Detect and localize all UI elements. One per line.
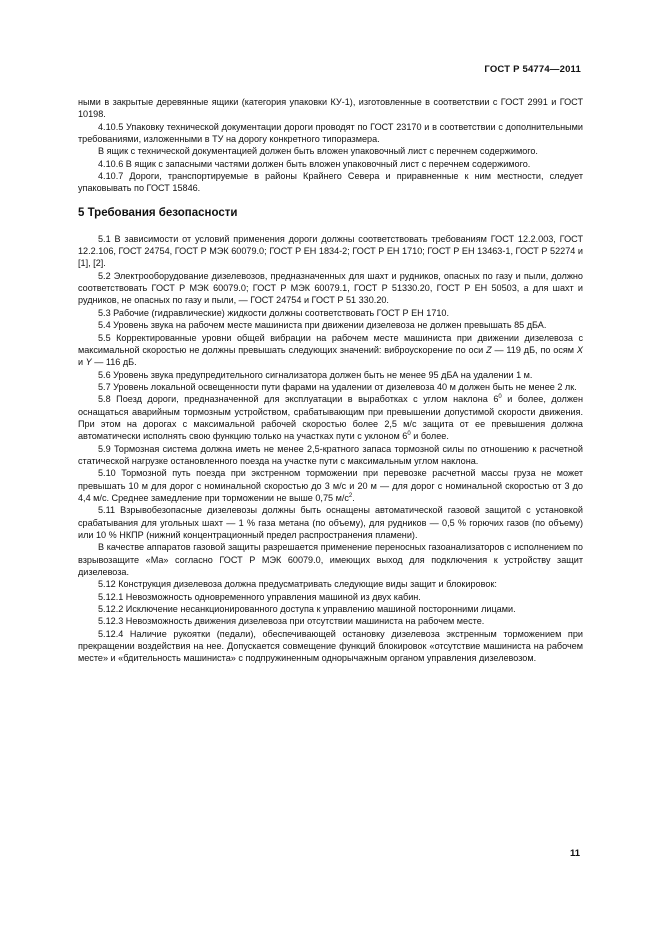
paragraph-box-docs: В ящик с технической документацией должен быть вложен упаковочный лист с перечнем содержимого. bbox=[98, 146, 538, 157]
paragraph-4-10-5: 4.10.5 Упаковку технической документации дороги проводят по ГОСТ 23170 и в соответствии с дополнительными требованиями, изложенными в ТУ на дорогу конкретного типоразмера. bbox=[78, 121, 583, 145]
paragraph-5-11: 5.11 Взрывобезопасные дизелевозы должны быть оснащены автоматической газовой защитой с установкой срабатывания для угольных шахт — 1 % газа метана (по объему), для рудников — 0,5 % горючих газов (по объему) или 10 % НКПР (нижний концентрационный предел распространения пламени). bbox=[78, 505, 583, 540]
paragraph-continuation: ными в закрытые деревянные ящики (категория упаковки КУ-1), изготовленные в соответствии с ГОСТ 2991 и ГОСТ 10198. bbox=[78, 97, 583, 120]
paragraph-gas-protection: В качестве аппаратов газовой защиты разрешается применение переносных газоанализаторов с исполнением по взрывозащите «Ма» согласно ГОСТ Р МЭК 60079.0, имеющих выход для подключения к устройству защит дизелевоза. bbox=[78, 542, 583, 578]
paragraph-5-12-4: 5.12.4 Наличие рукоятки (педали), обеспечивающей остановку дизелевоза экстренным торможением при прекращении воздействия на нее. Допускается совмещение функций блокировок «отсутствие машиниста на рабочем месте» и «бдительность машиниста» с подпружиненным однорычажным органом управления дизелевозом. bbox=[78, 628, 583, 664]
paragraph-5-1: 5.1 В зависимости от условий применения дороги должны соответствовать требованиям ГОСТ 12.2.003, ГОСТ 12.2.106, ГОСТ 24754, ГОСТ Р МЭК 60079.0; ГОСТ Р ЕН 1834-2; ГОСТ Р ЕН 1710; ГОСТ Р ЕН 13463-1, ГОСТ Р 52274 и [1], [2]. bbox=[78, 233, 583, 269]
paragraph-5-12-3: 5.12.3 Невозможность движения дизелевоза при отсутствии машиниста на рабочем месте. bbox=[98, 616, 485, 627]
paragraph-5-9: 5.9 Тормозная система должна иметь не менее 2,5-кратного запаса тормозной силы по отношению к расчетной статической нагрузке остановленного поезда на участке пути с максимальным углом наклона. bbox=[78, 443, 583, 466]
paragraph-5-6: 5.6 Уровень звука предупредительного сигнализатора должен быть не менее 95 дБА на удалении 1 м. bbox=[98, 369, 533, 380]
degree-superscript: 0 bbox=[407, 431, 411, 438]
paragraph-5-8 bbox=[78, 393, 583, 442]
p-5-10-part-b: . bbox=[352, 492, 355, 503]
document-body bbox=[78, 96, 583, 665]
p-5-8-part-b: и более, должен оснащаться аварийным тормозным устройством, срабатывающим при превышении допустимой скорости движения. При этом на дорогах с максимальной рабочей скоростью более 2,5 м/с защита от ее превышения должна автоматически исполнять свою функцию только на участках пути с уклоном 6 bbox=[78, 394, 583, 442]
paragraph-5-10 bbox=[78, 467, 583, 504]
p-5-5-part-d: — 116 дБ. bbox=[91, 357, 137, 368]
section-title: 5 Требования безопасности bbox=[78, 206, 238, 219]
p-5-5-part-c: и bbox=[78, 357, 86, 368]
p-5-8-part-a: 5.8 Поезд дороги, предназначенной для эксплуатации в выработках с углом наклона 6 bbox=[98, 394, 499, 405]
paragraph-5-12: 5.12 Конструкция дизелевоза должна предусматривать следующие виды защит и блокировок: bbox=[98, 579, 497, 590]
axis-y: Y bbox=[85, 357, 92, 368]
p-5-5-part-b: — 119 дБ, по осям bbox=[491, 344, 577, 355]
degree-superscript: 0 bbox=[498, 394, 502, 401]
paragraph-5-4: 5.4 Уровень звука на рабочем месте машиниста при движении дизелевоза не должен превышать 85 дБА. bbox=[98, 320, 547, 331]
paragraph-5-3: 5.3 Рабочие (гидравлические) жидкости должны соответствовать ГОСТ Р ЕН 1710. bbox=[98, 307, 450, 318]
paragraph-5-7: 5.7 Уровень локальной освещенности пути фарами на удалении от дизелевоза 40 м должен быть не менее 2 лк. bbox=[98, 381, 577, 392]
document-header: ГОСТ Р 54774—2011 bbox=[484, 64, 581, 75]
square-superscript: 2 bbox=[348, 492, 353, 499]
paragraph-5-5 bbox=[78, 332, 583, 369]
axis-z: Z bbox=[486, 344, 492, 355]
paragraph-5-12-1: 5.12.1 Невозможность одновременного управления машиной из двух кабин. bbox=[98, 591, 421, 602]
page-number: 11 bbox=[569, 848, 580, 859]
paragraph-5-12-2: 5.12.2 Исключение несанкционированного доступа к управлению машиной посторонними лицами. bbox=[98, 604, 516, 615]
p-5-8-part-c: и более. bbox=[410, 431, 449, 442]
p-5-5-part-a: 5.5 Корректированные уровни общей вибрации на рабочем месте машиниста при движении дизелевоза с максимальной скоростью не должны превышать следующих значений: виброускорение по оси bbox=[78, 332, 583, 355]
axis-x: X bbox=[576, 344, 583, 355]
paragraph-5-2: 5.2 Электрооборудование дизелевозов, предназначенных для шахт и рудников, опасных по газу и пыли, должно соответствовать ГОСТ Р МЭК 60079.0; ГОСТ Р МЭК 60079.1, ГОСТ Р 51330.20, ГОСТ Р ЕН 50503, а для шахт и рудников, не опасных по газу и пыли, — ГОСТ 24754 и ГОСТ Р 51 330.20. bbox=[78, 270, 583, 306]
p-5-10-part-a: 5.10 Тормозной путь поезда при экстренном торможении при перевозке расчетной массы груза не может превышать 10 м для дорог с номинальной скоростью до 3 м/с и 20 м — для дорог с номинальной скоростью от 3 до 4,4 м/с. Среднее замедление при торможении не выше 0,75 м/с bbox=[78, 468, 583, 503]
paragraph-4-10-6: 4.10.6 В ящик с запасными частями должен быть вложен упаковочный лист с перечнем содержимого. bbox=[98, 158, 531, 169]
paragraph-4-10-7: 4.10.7 Дороги, транспортируемые в районы Крайнего Севера и приравненные к ним местности, следует упаковывать по ГОСТ 15846. bbox=[78, 171, 583, 194]
